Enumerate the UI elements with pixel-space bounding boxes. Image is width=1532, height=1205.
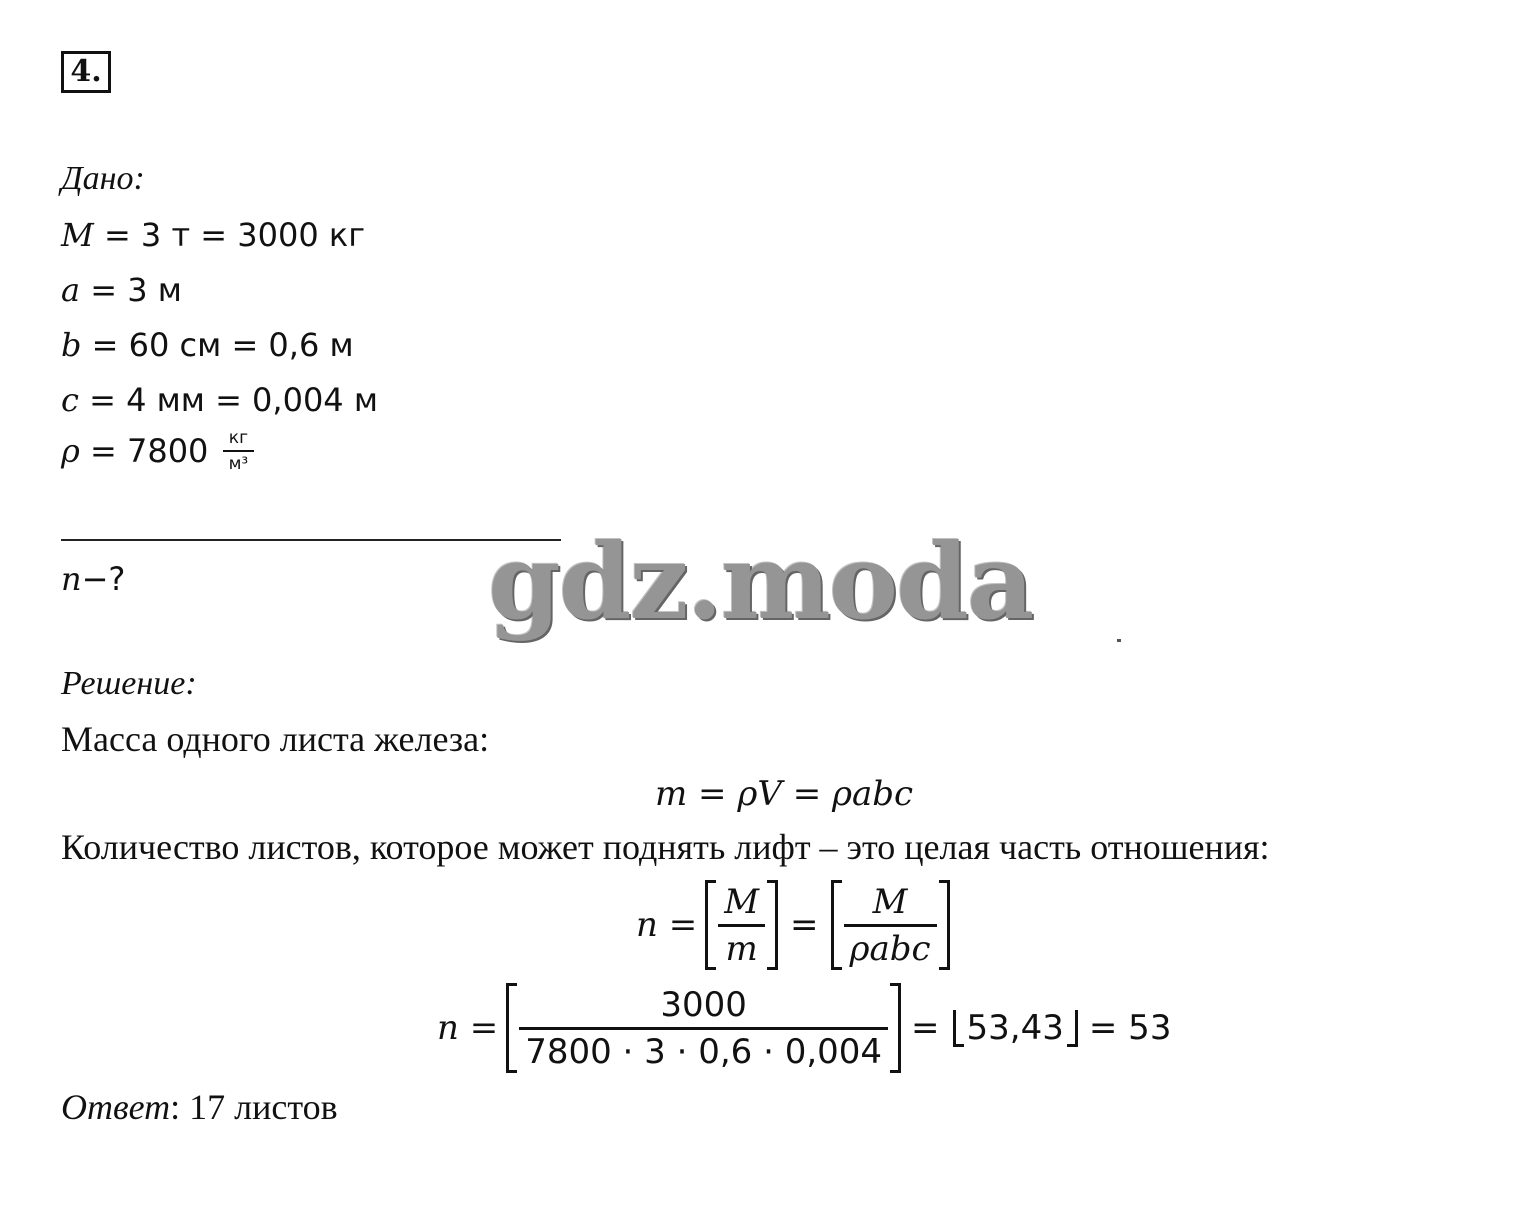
- floor-value: 53,43: [966, 1008, 1064, 1048]
- given-value: = 60 см = 0,6 м: [81, 326, 354, 364]
- given-value: = 3 м: [80, 271, 182, 309]
- fraction-m: [718, 882, 765, 969]
- right-bracket: [767, 880, 778, 970]
- formula-lhs: n =: [636, 905, 698, 945]
- fraction-numerator: M: [872, 881, 908, 922]
- given-line-rho: [61, 428, 258, 474]
- left-bracket: [506, 983, 517, 1073]
- unit-numerator: кг: [228, 428, 248, 448]
- answer-label: Ответ: [61, 1087, 171, 1127]
- density-unit: [223, 428, 255, 474]
- fraction-numeric: [519, 985, 888, 1072]
- given-heading: Дано:: [61, 160, 145, 197]
- speck: [1117, 639, 1121, 642]
- find-line: [61, 560, 125, 598]
- find-symbol: n: [61, 560, 82, 598]
- given-symbol: b: [61, 326, 82, 364]
- problem-number: 4.: [61, 51, 111, 93]
- fraction-denominator: m: [725, 928, 758, 969]
- watermark: gdz.moda: [488, 520, 1033, 643]
- given-value: = 7800: [79, 432, 219, 470]
- fraction-rho: [844, 882, 937, 969]
- divider-line: [61, 539, 561, 541]
- right-bracket: [890, 983, 901, 1073]
- fraction-denominator: 7800 · 3 · 0,6 · 0,004: [525, 1031, 883, 1072]
- equals-sign: =: [790, 905, 819, 945]
- right-bracket: [939, 880, 950, 970]
- answer-line: [61, 1086, 338, 1128]
- given-line-mass: [61, 216, 365, 254]
- given-symbol: M: [61, 216, 94, 254]
- equals-sign: =: [911, 1008, 940, 1048]
- given-symbol: a: [61, 271, 81, 309]
- fraction-numerator: M: [724, 881, 760, 922]
- given-value: = 4 мм = 0,004 м: [78, 381, 378, 419]
- fraction-numerator: 3000: [660, 984, 747, 1025]
- floor-left: [953, 1010, 964, 1047]
- given-value: = 3 т = 3000 кг: [93, 216, 365, 254]
- unit-denominator: м³: [228, 454, 249, 474]
- given-symbol: c: [61, 381, 79, 419]
- solution-heading: Решение:: [61, 665, 197, 702]
- fraction-denominator: ρabc: [849, 928, 931, 969]
- given-line-c: [61, 381, 378, 419]
- solution-text-2: Количество листов, которое может поднять лифт – это целая часть отношения:: [61, 827, 1270, 867]
- formula-lhs: n =: [437, 1008, 499, 1048]
- answer-value: : 17 листов: [170, 1087, 338, 1127]
- formula-ratio: [636, 880, 950, 970]
- given-line-b: [61, 326, 354, 364]
- find-question: −?: [81, 560, 126, 598]
- solution-text-1: Масса одного листа железа:: [61, 719, 490, 759]
- left-bracket: [831, 880, 842, 970]
- formula-result: = 53: [1088, 1008, 1172, 1048]
- formula-mass: [655, 774, 913, 814]
- given-symbol: ρ: [61, 432, 80, 470]
- formula-calc: [437, 983, 1171, 1073]
- floor-right: [1067, 1010, 1078, 1047]
- formula-mass-text: m = ρV = ρabc: [655, 774, 914, 814]
- left-bracket: [705, 880, 716, 970]
- given-line-a: [61, 271, 182, 309]
